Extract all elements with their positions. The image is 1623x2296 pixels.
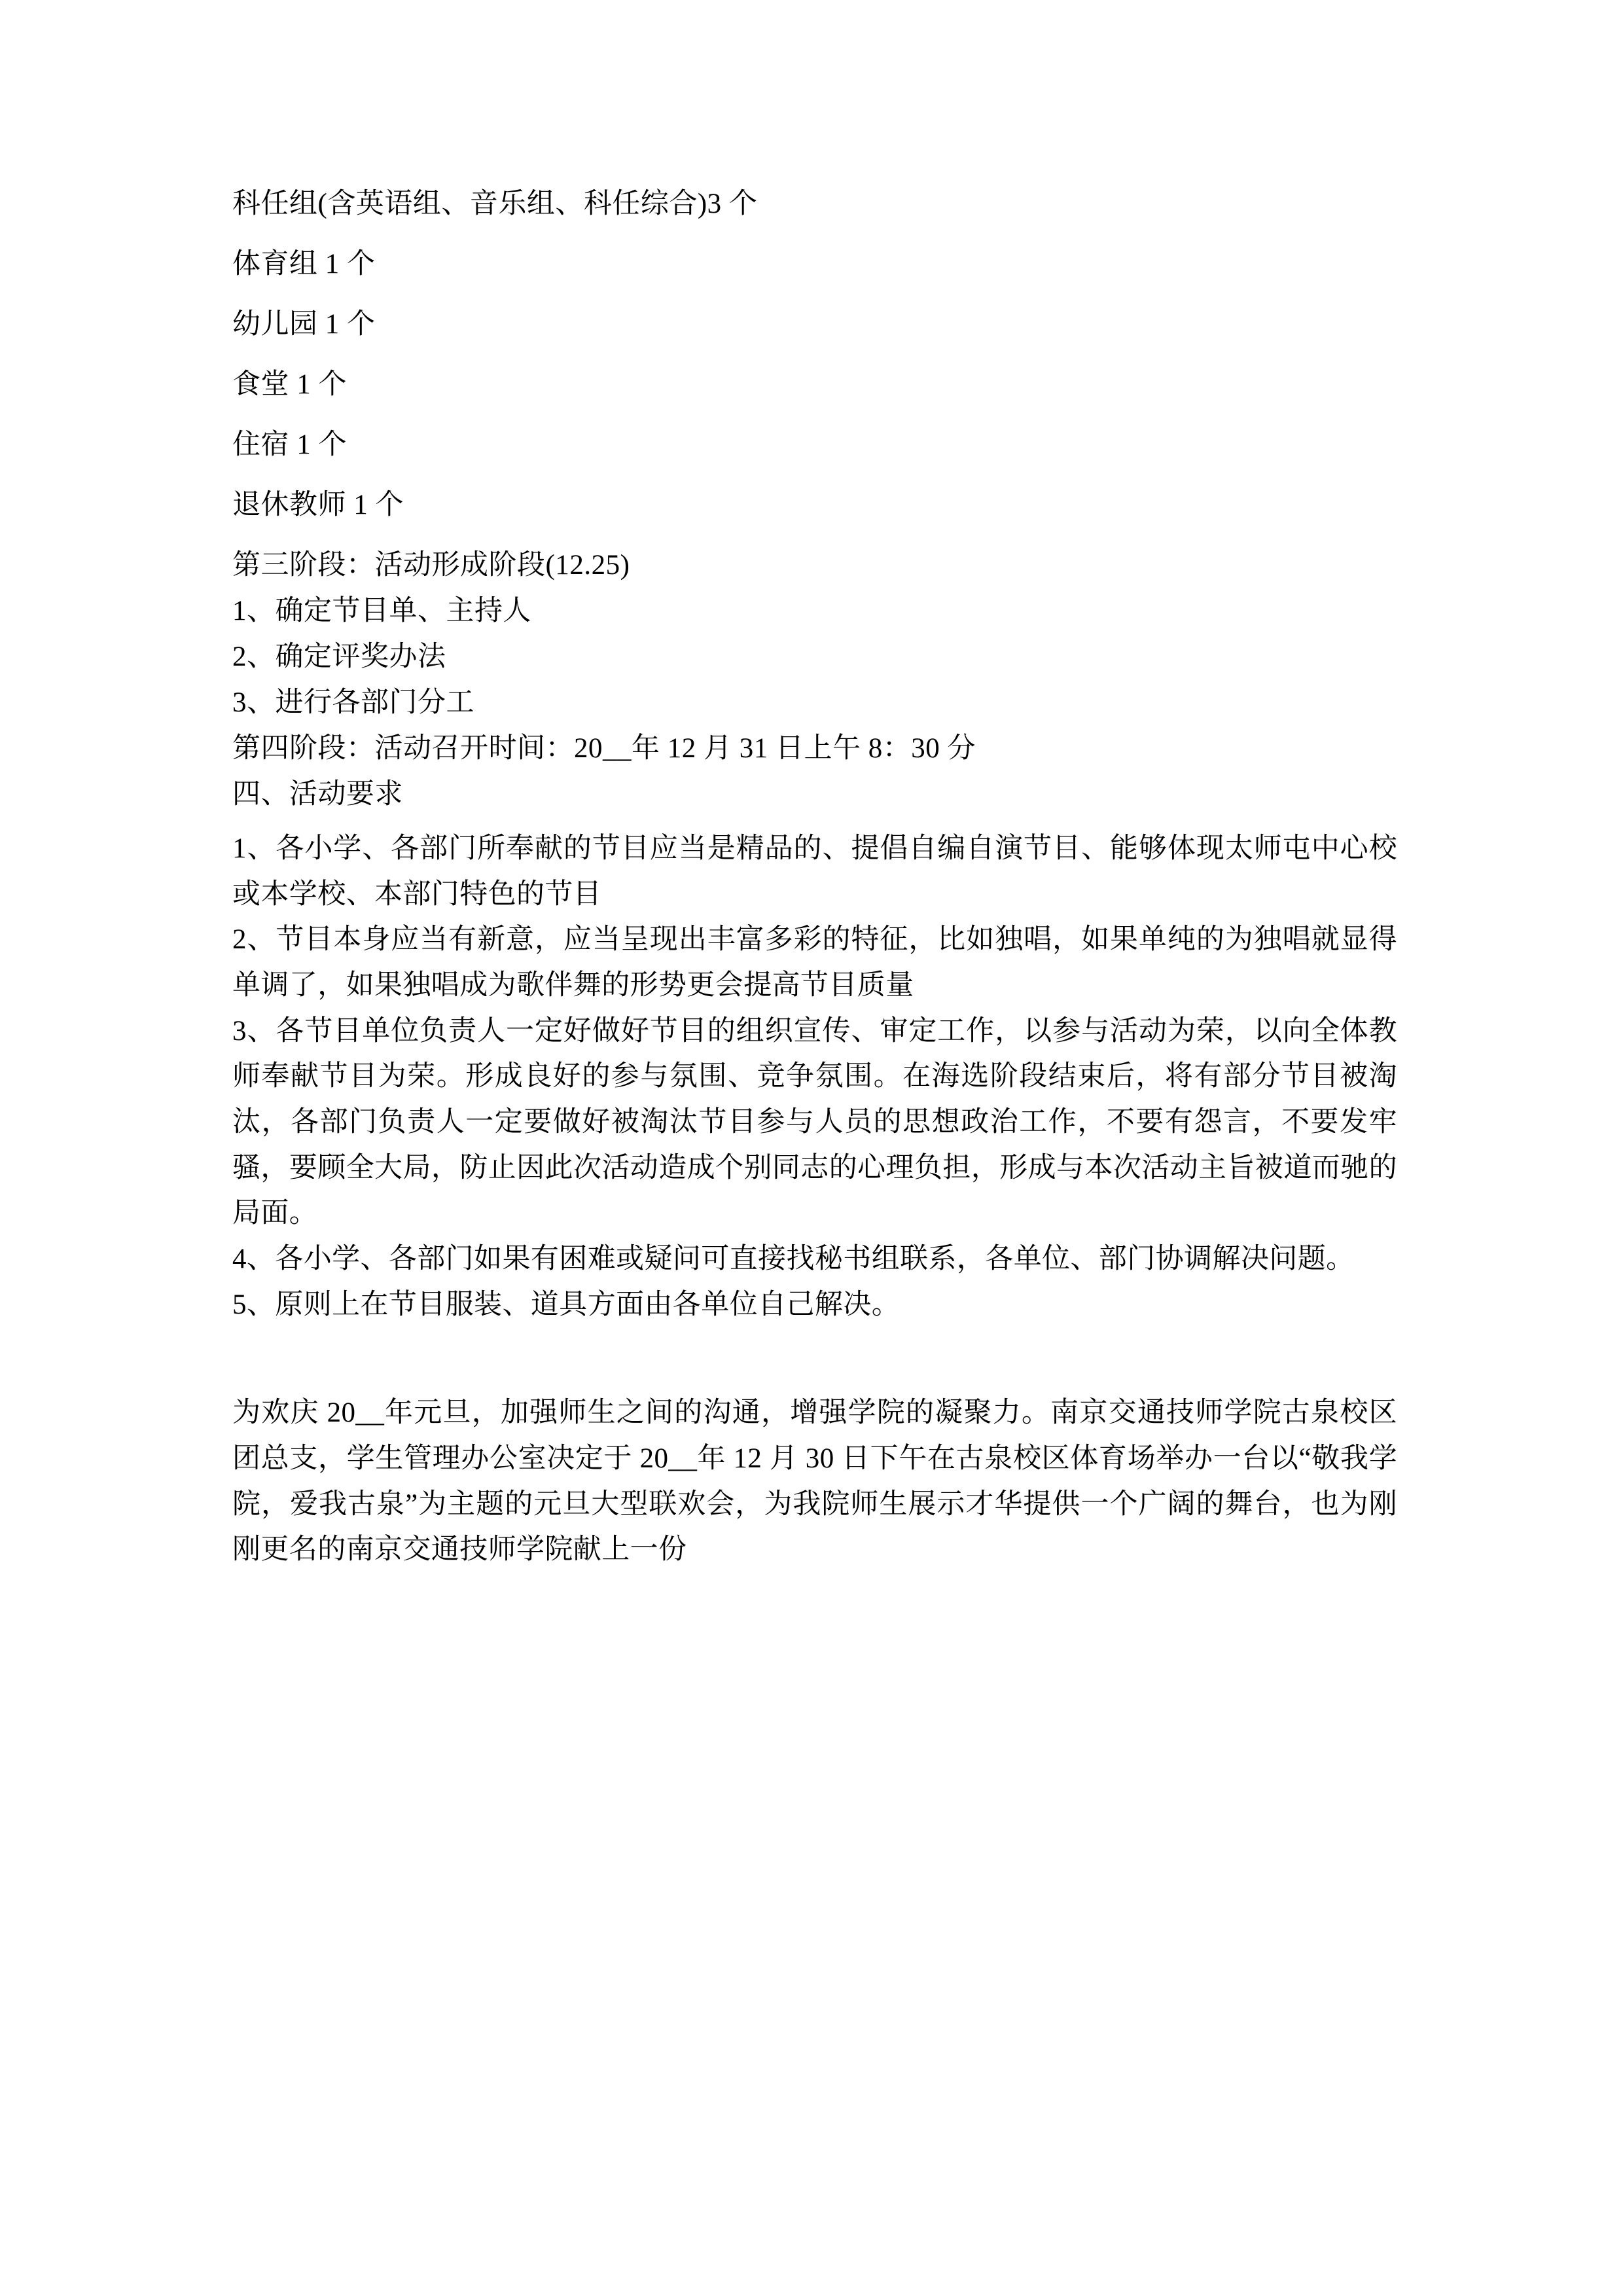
section-heading-activity-requirements: 四、活动要求 [232, 779, 403, 810]
section-heading-phase-three: 第三阶段：活动形成阶段(12.25) [232, 550, 630, 581]
section-heading-phase-four: 第四阶段：活动召开时间：20__年 12 月 31 日上午 8：30 分 [232, 733, 976, 764]
list-item: 2、确定评奖办法 [232, 641, 446, 672]
requirement-item: 1、各小学、各部门所奉献的节目应当是精品的、提倡自编自演节目、能够体现太师屯中心校或本学校、本部门特色的节目 [232, 833, 1397, 910]
list-item: 住宿 1 个 [232, 429, 347, 460]
list-item: 1、确定节目单、主持人 [232, 596, 531, 626]
requirement-item: 5、原则上在节目服装、道具方面由各单位自己解决。 [232, 1289, 901, 1320]
list-item: 科任组(含英语组、音乐组、科任综合)3 个 [232, 188, 758, 219]
list-item: 体育组 1 个 [232, 249, 376, 279]
closing-paragraph: 为欢庆 20__年元旦，加强师生之间的沟通，增强学院的凝聚力。南京交通技师学院古泉校区团总支，学生管理办公室决定于 20__年 12 月 30 日下午在古泉校区体育场举办一台以“敬我学院，爱我古泉”为主题的元旦大型联欢会，为我院师生展示才华提供一个广阔的舞台，也为刚刚更名的南京交通技师学院献上一份 [232, 1397, 1397, 1566]
requirement-item: 4、各小学、各部门如果有困难或疑问可直接找秘书组联系，各单位、部门协调解决问题。 [232, 1243, 1355, 1274]
list-item: 退休教师 1 个 [232, 490, 404, 520]
section-spacer [232, 1327, 1397, 1390]
list-item: 3、进行各部门分工 [232, 687, 474, 718]
document-body [232, 190, 1397, 1573]
requirement-item: 3、各节目单位负责人一定好做好节目的组织宣传、审定工作，以参与活动为荣，以向全体教师奉献节目为荣。形成良好的参与氛围、竞争氛围。在海选阶段结束后，将有部分节目被淘汰，各部门负责人一定要做好被淘汰节目参与人员的思想政治工作，不要有怨言，不要发牢骚，要顾全大局，防止因此次活动造成个别同志的心理负担，形成与本次活动主旨被道而驰的局面。 [232, 1015, 1397, 1229]
requirement-item: 2、节目本身应当有新意，应当呈现出丰富多彩的特征，比如独唱，如果单纯的为独唱就显得单调了，如果独唱成为歌伴舞的形势更会提高节目质量 [232, 924, 1397, 1001]
list-item: 食堂 1 个 [232, 369, 347, 400]
list-item: 幼儿园 1 个 [232, 309, 376, 340]
